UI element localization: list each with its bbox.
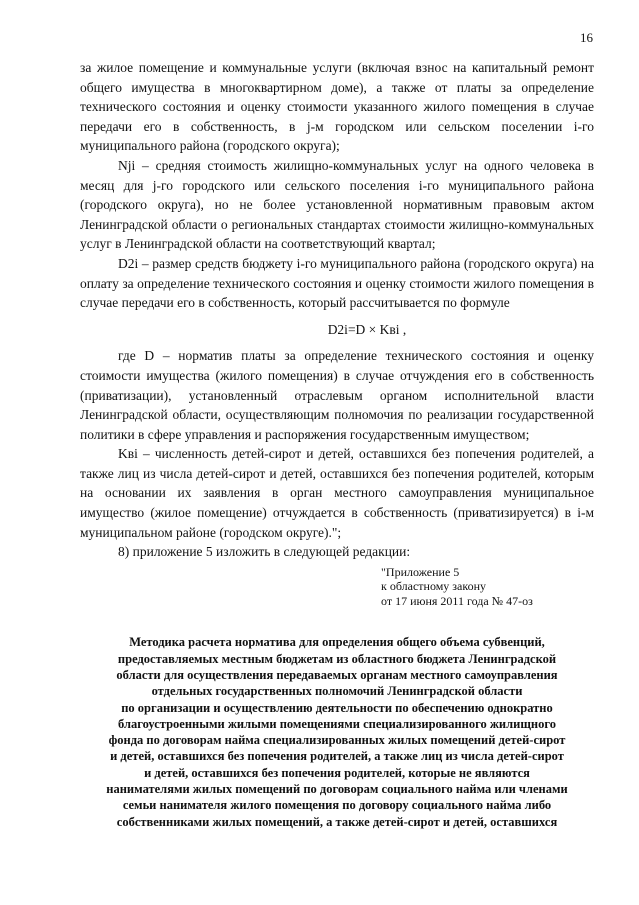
- paragraph-continued: за жилое помещение и коммунальные услуги (включая взнос на капитальный ремонт общего имущества в многоквартирном доме), а также от платы за определение технического состояния и оценку стоимости указанного жилого помещения в случае передачи его в собственность, в j-м городском или сельском поселении i-го муниципального района (городского округа);: [80, 60, 594, 154]
- appendix-reference: [381, 565, 594, 609]
- paragraph-item-8: 8) приложение 5 изложить в следующей редакции:: [118, 544, 411, 560]
- title-line-10: нанимателями жилых помещений по договорам социального найма или членами: [106, 782, 568, 797]
- title-line-12: собственниками жилых помещений, а также детей-сирот и детей, оставшихся: [116, 814, 558, 829]
- document-body: [80, 58, 594, 830]
- title-line-6: благоустроенными жилыми помещениями специализированного жилищного: [118, 716, 556, 731]
- title-line-3: области для осуществления передаваемых органам местного самоуправления: [116, 667, 558, 682]
- title-line-7: фонда по договорам найма специализированных жилых помещений детей-сирот: [108, 733, 566, 748]
- appendix-line-2: к областному закону: [381, 579, 487, 594]
- title-line-2: предоставляемых местным бюджетам из областного бюджета Ленинградской: [117, 651, 557, 666]
- paragraph-d-definition: где D – норматив платы за определение технического состояния и оценку стоимости имущества (жилого помещения) в случае отчуждения его в собственность (приватизации), установленный отраслевым органом исполнительной власти Ленинградской области, осуществляющим полномочия по реализации государственной политики в сфере управления и распоряжения государственным имуществом;: [80, 348, 594, 442]
- page-number: 16: [580, 30, 593, 45]
- title-line-1: Методика расчета норматива для определения общего объема субвенций,: [129, 635, 545, 650]
- paragraph-kvi-definition: Kвi – численность детей-сирот и детей, оставшихся без попечения родителей, а также лиц из числа детей-сирот и детей, оставшихся без попечения родителей, которым на основании их заявления в орган местного самоуправления муниципальное имущество (жилое помещение) отчуждается в собственность (приватизируется) в i-м муниципальном районе (городском округе).";: [80, 446, 594, 540]
- methodology-title: [80, 634, 594, 830]
- formula-d2i: D2i=D × Kвi ,: [327, 321, 407, 337]
- title-line-5: по организации и осуществлению деятельности по обеспечению однократно: [121, 700, 553, 715]
- paragraph-d2i-definition: D2i – размер средств бюджету i-го муниципального района (городского округа) на оплату за определение технического состояния и оценку стоимости жилого помещения в случае передачи его в собственность, который рассчитывается по формуле: [80, 255, 594, 311]
- title-line-8: и детей, оставшихся без попечения родителей, а также лиц из числа детей-сирот: [110, 749, 564, 764]
- paragraph-nji-definition: Nji – средняя стоимость жилищно-коммунальных услуг на одного человека в месяц для j-го городского или сельского поселения i-го муниципального района (городского округа), но не более установленной нормативным правовым актом Ленинградской области о региональных стандартах стоимости жилищно-коммунальных услуг в Ленинградской области на соответствующий квартал;: [80, 157, 594, 252]
- appendix-line-1: "Приложение 5: [381, 564, 460, 579]
- title-line-11: семьи нанимателя жилого помещения по договору социального найма либо: [122, 798, 552, 813]
- appendix-line-3: от 17 июня 2011 года № 47-оз: [381, 593, 533, 608]
- title-line-4: отдельных государственных полномочий Ленинградской области: [151, 684, 523, 699]
- title-line-9: и детей, оставшихся без попечения родителей, которые не являются: [144, 765, 530, 780]
